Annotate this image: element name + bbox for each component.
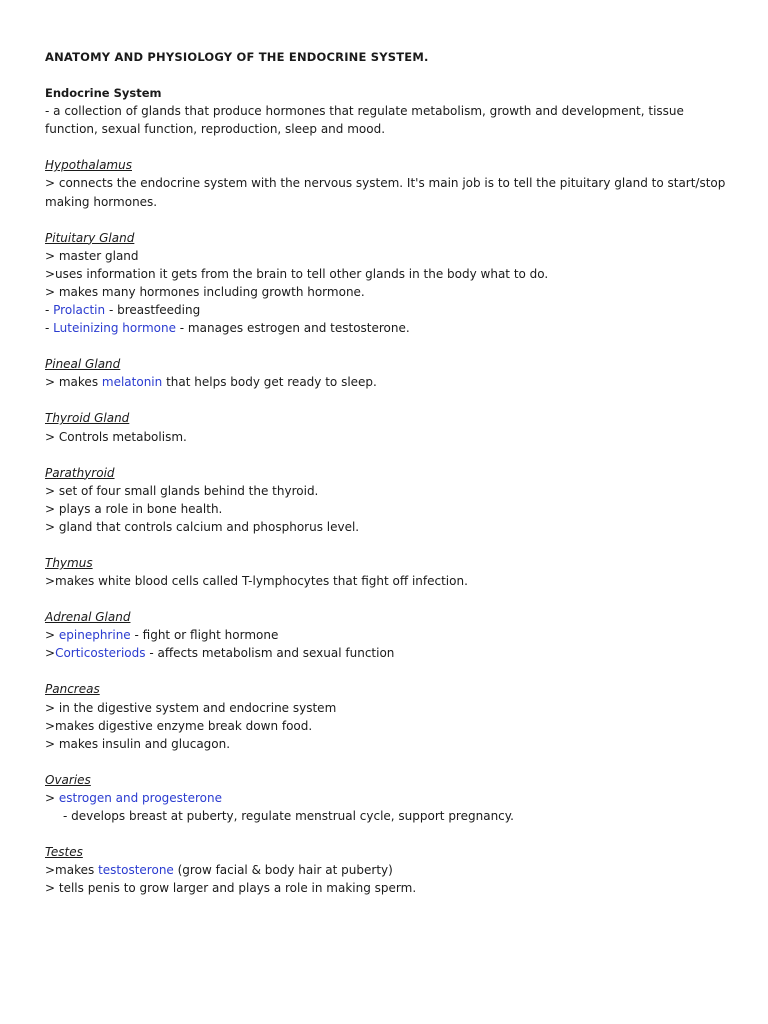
- section-line: [45, 265, 735, 283]
- section-heading: Pituitary Gland: [45, 230, 135, 245]
- section-hypothalamus: [45, 156, 735, 210]
- section-line: [45, 518, 735, 536]
- line-text: > gland that controls calcium and phosphorus level.: [45, 519, 360, 534]
- line-text: > makes many hormones including growth hormone.: [45, 284, 365, 299]
- section-line: [45, 174, 735, 210]
- document-page: [45, 48, 735, 915]
- section-pancreas: [45, 680, 735, 752]
- line-text: - develops breast at puberty, regulate menstrual cycle, support pregnancy.: [63, 809, 514, 823]
- section-line: [45, 717, 735, 735]
- highlighted-term: Luteinizing hormone: [53, 321, 176, 336]
- section-line: [45, 644, 735, 662]
- line-text: that helps body get ready to sleep.: [162, 375, 377, 390]
- section-testes: [45, 843, 735, 897]
- line-text: > makes insulin and glucagon.: [45, 736, 231, 751]
- line-text: - breastfeeding: [105, 303, 201, 318]
- gland-sections: [45, 156, 735, 897]
- line-text: >: [45, 790, 59, 805]
- section-line: [45, 500, 735, 518]
- intro-text: - a collection of glands that produce hormones that regulate metabolism, growth and development, tissue function, sexual function, reproduction, sleep and mood.: [45, 104, 688, 137]
- section-line: [45, 789, 735, 807]
- highlighted-term: testosterone: [98, 863, 174, 878]
- line-text: > tells penis to grow larger and plays a role in making sperm.: [45, 881, 417, 896]
- highlighted-term: epinephrine: [58, 628, 131, 643]
- section-ovaries: [45, 771, 735, 825]
- line-text: >uses information it gets from the brain to tell other glands in the body what to do.: [45, 266, 549, 281]
- section-heading: Adrenal Gland: [45, 610, 131, 625]
- line-text: > plays a role in bone health.: [45, 501, 223, 516]
- line-text: > set of four small glands behind the thyroid.: [45, 483, 319, 498]
- section-line: [45, 482, 735, 500]
- section-line: [45, 807, 735, 825]
- section-line: [45, 319, 735, 337]
- highlighted-term: melatonin: [101, 375, 163, 390]
- section-heading: Ovaries: [45, 772, 91, 787]
- section-line: [45, 283, 735, 301]
- line-text: - affects metabolism and sexual function: [145, 646, 395, 661]
- line-text: (grow facial & body hair at puberty): [173, 863, 393, 878]
- section-heading: Pancreas: [45, 682, 100, 697]
- document-title: ANATOMY AND PHYSIOLOGY OF THE ENDOCRINE SYSTEM.: [45, 50, 429, 64]
- line-text: - manages estrogen and testosterone.: [175, 321, 410, 336]
- section-pituitary-gland: [45, 229, 735, 338]
- line-text: - fight or flight hormone: [130, 628, 279, 643]
- section-adrenal-gland: [45, 608, 735, 662]
- section-heading: Thyroid Gland: [45, 411, 130, 426]
- section-line: [45, 247, 735, 265]
- section-heading: Parathyroid: [45, 465, 115, 480]
- section-heading: Hypothalamus: [45, 158, 132, 173]
- section-line: [45, 735, 735, 753]
- highlighted-term: Prolactin: [53, 303, 106, 318]
- line-text: >makes white blood cells called T-lymphocytes that fight off infection.: [45, 574, 468, 589]
- line-text: >makes: [45, 863, 99, 878]
- highlighted-term: estrogen and progesterone: [58, 790, 223, 805]
- line-text: -: [45, 321, 54, 336]
- section-line: [45, 301, 735, 319]
- intro-heading: Endocrine System: [45, 86, 162, 101]
- line-text: > Controls metabolism.: [45, 429, 187, 444]
- line-text: > connects the endocrine system with the nervous system. It's main job is to tell the pituitary gland to start/stop making hormones.: [45, 176, 730, 209]
- section-line: [45, 428, 735, 446]
- section-line: [45, 373, 735, 391]
- line-text: > makes: [45, 375, 102, 390]
- section-line: [45, 699, 735, 717]
- section-line: [45, 626, 735, 644]
- line-text: > in the digestive system and endocrine system: [45, 700, 337, 715]
- section-line: [45, 572, 735, 590]
- section-heading: Pineal Gland: [45, 357, 121, 372]
- line-text: >makes digestive enzyme break down food.: [45, 718, 313, 733]
- line-text: -: [45, 303, 54, 318]
- section-thyroid-gland: [45, 409, 735, 445]
- line-text: >: [45, 646, 56, 661]
- section-heading: Testes: [45, 845, 83, 860]
- section-thymus: [45, 554, 735, 590]
- section-heading: Thymus: [45, 555, 93, 570]
- highlighted-term: Corticosteriods: [55, 646, 146, 661]
- intro-section: [45, 84, 735, 138]
- section-parathyroid: [45, 464, 735, 536]
- section-line: [45, 861, 735, 879]
- section-line: [45, 879, 735, 897]
- line-text: >: [45, 628, 59, 643]
- line-text: > master gland: [45, 248, 139, 263]
- section-pineal-gland: [45, 355, 735, 391]
